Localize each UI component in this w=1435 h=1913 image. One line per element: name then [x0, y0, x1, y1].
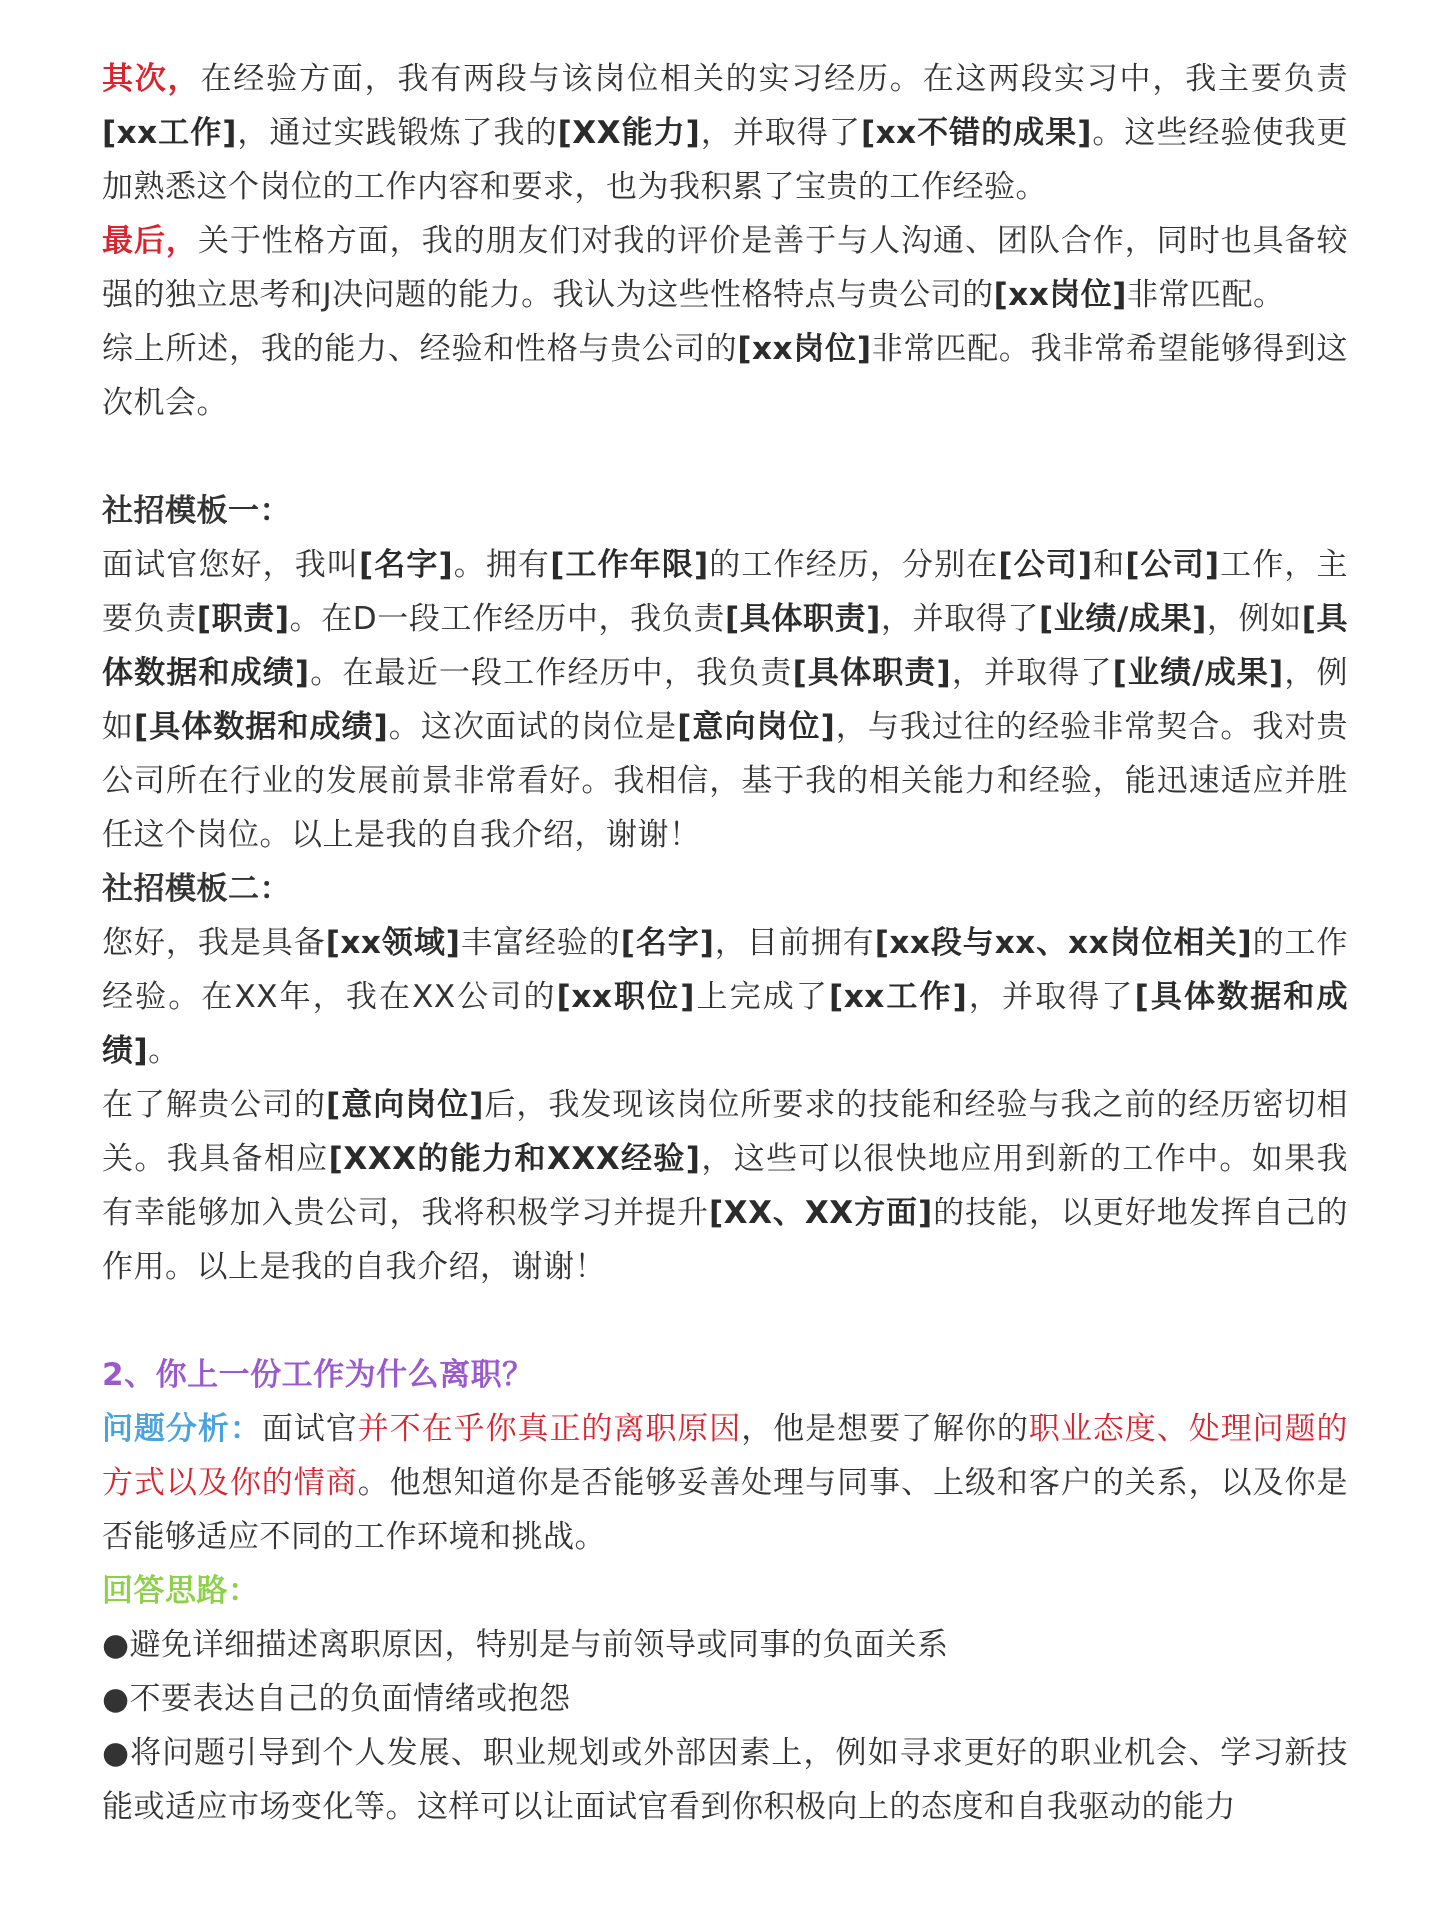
text: 。这次面试的岗位是 [388, 709, 678, 745]
text: ，并取得了 [951, 655, 1113, 691]
placeholder-text: [xx工作] [102, 115, 237, 151]
analysis-label: 问题分析： [102, 1411, 262, 1447]
answer-approach-label: 回答思路： [102, 1573, 260, 1609]
text: 的工作经历，分别在 [708, 547, 999, 583]
highlight-text: 并不在乎你真正的离职原因 [357, 1411, 742, 1447]
social-template-two-body [102, 916, 1348, 1078]
text: ，例如 [102, 655, 1349, 745]
placeholder-text: [名字] [620, 925, 715, 961]
social-template-one-body [102, 538, 1348, 862]
placeholder-text: [意向岗位] [677, 709, 836, 745]
highlight-text: 职业态度、处理问题的方式以及你的情商 [102, 1411, 1349, 1501]
document-page [102, 52, 1348, 1834]
text: 综上所述，我的能力、经验和性格与贵公司的 [102, 331, 738, 367]
paragraph-summary [102, 322, 1348, 430]
text: 工作，主要负责 [102, 547, 1349, 637]
placeholder-text: [XX能力] [557, 115, 701, 151]
social-template-two-body-2 [102, 1078, 1348, 1294]
placeholder-text: [公司] [1125, 547, 1220, 583]
text: 。在D一段工作经历中，我负责 [289, 601, 725, 637]
text: ，并取得了 [880, 601, 1039, 637]
placeholder-text: [职责] [196, 601, 290, 637]
text: 非常匹配。我非常希望能够得到这次机会。 [102, 331, 1349, 421]
placeholder-text: [工作年限] [550, 547, 709, 583]
placeholder-text: [名字] [358, 547, 454, 583]
text: 关于性格方面，我的朋友们对我的评价是善于与人沟通、团队合作，同时也具备较强的独立思考和J决问题的能力。我认为这些性格特点与贵公司的 [102, 223, 1349, 313]
text: 上完成了 [694, 979, 830, 1015]
placeholder-text: [具体数据和成绩] [134, 709, 389, 745]
placeholder-text: [xx不错的成果] [860, 115, 1092, 151]
social-template-one-heading: 社招模板一： [102, 493, 291, 529]
social-template-two-heading: 社招模板二： [102, 871, 291, 907]
text: 面试官 [261, 1411, 358, 1447]
paragraph-personality [102, 214, 1348, 322]
placeholder-text: [具体数据和成绩] [102, 979, 1349, 1069]
placeholder-text: [xx段与xx、xx岗位相关] [874, 925, 1253, 961]
text: 和 [1092, 547, 1126, 583]
text: 。拥有 [453, 547, 551, 583]
placeholder-text: [公司] [998, 547, 1093, 583]
text: ，例如 [1206, 601, 1302, 637]
text: 的工作经验。在XX年，我在XX公司的 [102, 925, 1349, 1015]
text: 后，我发现该岗位所要求的技能和经验与我之前的经历密切相关。我具备相应 [102, 1087, 1348, 1177]
paragraph-experience [102, 52, 1348, 214]
text: 的技能，以更好地发挥自己的作用。以上是我的自我介绍，谢谢！ [102, 1195, 1349, 1285]
question-2-title: 2、你上一份工作为什么离职？ [102, 1357, 534, 1393]
question-analysis [102, 1402, 1348, 1564]
text: ，他是想要了解你的 [741, 1411, 1029, 1447]
text: 。他想知道你是否能够妥善处理与同事、上级和客户的关系，以及你是否能够适应不同的工作环境和挑战。 [102, 1465, 1348, 1555]
bullet-item: ●避免详细描述离职原因，特别是与前领导或同事的负面关系 [102, 1627, 949, 1663]
text: ，这些可以很快地应用到新的工作中。如果我有幸能够加入贵公司，我将积极学习并提升 [102, 1141, 1349, 1231]
text: ，与我过往的经验非常契合。我对贵公司所在行业的发展前景非常看好。我相信，基于我的相关能力和经验，能迅速适应并胜任这个岗位。以上是我的自我介绍，谢谢！ [102, 709, 1348, 853]
placeholder-text: [业绩/成果] [1112, 655, 1284, 691]
placeholder-text: [xx岗位] [737, 331, 872, 367]
text: 在经验方面，我有两段与该岗位相关的实习经历。在这两段实习中，我主要负责 [200, 61, 1349, 97]
text: 在了解贵公司的 [102, 1087, 327, 1123]
placeholder-text: [具体职责] [724, 601, 881, 637]
placeholder-text: [xx领域] [325, 925, 461, 961]
text: ，并取得了 [967, 979, 1135, 1015]
text: ，并取得了 [700, 115, 861, 151]
spacer [102, 1294, 1348, 1348]
text: 面试官您好，我叫 [102, 547, 359, 583]
placeholder-text: [XXX的能力和XXX经验] [328, 1141, 701, 1177]
lead-label: 其次， [102, 61, 201, 97]
text: ，通过实践锻炼了我的 [236, 115, 558, 151]
text: ，目前拥有 [714, 925, 875, 961]
bullet-item: ●将问题引导到个人发展、职业规划或外部因素上，例如寻求更好的职业机会、学习新技能或适应市场变化等。这样可以让面试官看到你积极向上的态度和自我驱动的能力 [102, 1735, 1348, 1825]
placeholder-text: [具体数据和成绩] [102, 601, 1349, 691]
spacer [102, 430, 1348, 484]
text: 。 [148, 1033, 180, 1069]
placeholder-text: [XX、XX方面] [709, 1195, 933, 1231]
placeholder-text: [业绩/成果] [1038, 601, 1207, 637]
text: 。这些经验使我更加熟悉这个岗位的工作内容和要求，也为我积累了宝贵的工作经验。 [102, 115, 1349, 205]
text: 丰富经验的 [460, 925, 621, 961]
placeholder-text: [具体职责] [792, 655, 952, 691]
placeholder-text: [xx岗位] [993, 277, 1127, 313]
placeholder-text: [意向岗位] [326, 1087, 484, 1123]
text: 。在最近一段工作经历中，我负责 [309, 655, 793, 691]
placeholder-text: [xx工作] [829, 979, 968, 1015]
placeholder-text: [xx职位] [556, 979, 695, 1015]
text: 非常匹配。 [1126, 277, 1285, 313]
text: 您好，我是具备 [102, 925, 326, 961]
lead-label: 最后， [102, 223, 198, 259]
bullet-item: ●不要表达自己的负面情绪或抱怨 [102, 1681, 571, 1717]
